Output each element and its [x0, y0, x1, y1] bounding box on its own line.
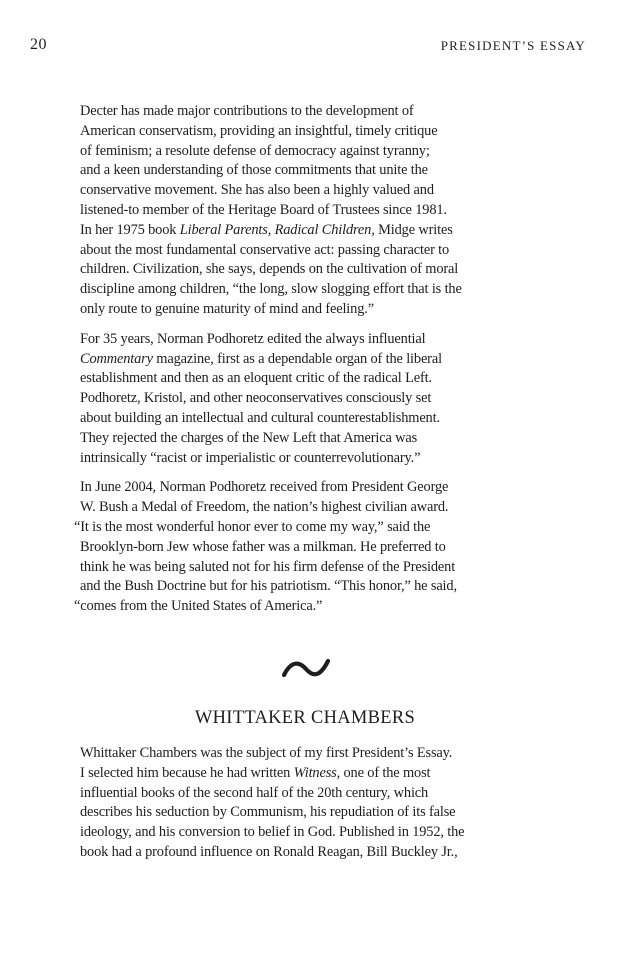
text-line: [80, 409, 532, 429]
text-run: book had a profound influence on Ronald Reagan, Bill Buckley Jr.,: [80, 843, 458, 860]
paragraph: [74, 478, 532, 617]
text-line: [80, 201, 532, 221]
text-run: Brooklyn-born Jew whose father was a milkman. He preferred to: [80, 538, 446, 555]
text-run: establishment and then as an eloquent critic of the radical Left.: [80, 370, 432, 387]
text-line: [80, 784, 540, 804]
text-run: about building an intellectual and cultural counterestablishment.: [80, 409, 440, 426]
text-run: one of the most: [340, 764, 431, 781]
italic-title: Liberal Parents, Radical Children,: [179, 221, 375, 238]
text-run: of feminism; a resolute defense of democracy against tyranny;: [80, 142, 430, 159]
text-run: “comes from the United States of America.”: [74, 598, 323, 615]
text-run: American conservatism, providing an insightful, timely critique: [80, 122, 438, 139]
text-run: about the most fundamental conservative act: passing character to: [80, 241, 450, 258]
italic-title: Witness,: [293, 764, 341, 781]
text-run: “It is the most wonderful honor ever to come my way,” said the: [74, 518, 431, 535]
text-run: They rejected the charges of the New Left that America was: [80, 429, 418, 446]
text-line: [80, 843, 540, 863]
text-run: discipline among children, “the long, slow slogging effort that is the: [80, 281, 462, 298]
page-number: 20: [30, 36, 47, 53]
paragraph: [80, 330, 532, 469]
text-line: [80, 350, 532, 370]
text-line: [80, 823, 540, 843]
text-line: [80, 478, 532, 498]
text-run: W. Bush a Medal of Freedom, the nation’s highest civilian award.: [80, 499, 449, 516]
text-run: Midge writes: [374, 221, 453, 238]
text-line: [74, 518, 532, 538]
text-line: [74, 597, 532, 617]
section-heading: WHITTAKER CHAMBERS: [194, 708, 416, 728]
text-line: [80, 280, 532, 300]
text-run: In June 2004, Norman Podhoretz received from President George: [80, 479, 449, 496]
text-run: children. Civilization, she says, depends on the cultivation of moral: [80, 261, 459, 278]
text-run: Decter has made major contributions to the development of: [80, 103, 414, 119]
running-head: PRESIDENT’S ESSAY: [440, 38, 586, 53]
text-line: [80, 498, 532, 518]
text-run: influential books of the second half of the 20th century, which: [80, 784, 429, 801]
text-line: [80, 449, 532, 469]
text-line: [80, 369, 532, 389]
text-run: and the Bush Doctrine but for his patriotism. “This honor,” he said,: [80, 578, 457, 595]
swash-ornament-icon: [282, 656, 330, 682]
body-text: [74, 102, 532, 627]
text-line: [80, 181, 532, 201]
text-run: conservative movement. She has also been a highly valued and: [80, 182, 434, 199]
text-line: [80, 330, 532, 350]
text-run: Podhoretz, Kristol, and other neoconservatives consciously set: [80, 390, 432, 407]
text-line: [80, 558, 532, 578]
text-line: [80, 803, 540, 823]
text-line: [80, 122, 532, 142]
text-run: Whittaker Chambers was the subject of my first President’s Essay.: [80, 745, 453, 761]
text-line: [80, 389, 532, 409]
text-line: [80, 241, 532, 261]
text-run: For 35 years, Norman Podhoretz edited the always influential: [80, 330, 426, 347]
text-line: [80, 161, 532, 181]
text-run: magazine, first as a dependable organ of the liberal: [152, 350, 442, 367]
text-run: think he was being saluted not for his firm defense of the President: [80, 558, 456, 575]
text-line: [80, 577, 532, 597]
text-line: [80, 142, 532, 162]
text-line: [80, 102, 532, 122]
italic-title: Commentary: [80, 350, 153, 367]
text-line: [80, 744, 540, 764]
text-run: ideology, and his conversion to belief in God. Published in 1952, the: [80, 824, 465, 841]
text-line: [80, 221, 532, 241]
text-run: intrinsically “racist or imperialistic or counterrevolutionary.”: [80, 449, 421, 466]
paragraph: [80, 102, 532, 320]
text-line: [80, 300, 532, 320]
text-line: [80, 429, 532, 449]
text-run: listened-to member of the Heritage Board of Trustees since 1981.: [80, 201, 447, 218]
text-run: only route to genuine maturity of mind and feeling.”: [80, 300, 374, 317]
text-run: I selected him because he had written: [80, 764, 294, 781]
section-text: [80, 744, 540, 863]
text-run: In her 1975 book: [80, 221, 180, 238]
text-run: and a keen understanding of those commitments that unite the: [80, 162, 428, 179]
text-run: describes his seduction by Communism, his repudiation of its false: [80, 804, 456, 821]
text-line: [80, 260, 532, 280]
text-line: [80, 538, 532, 558]
text-line: [80, 764, 540, 784]
